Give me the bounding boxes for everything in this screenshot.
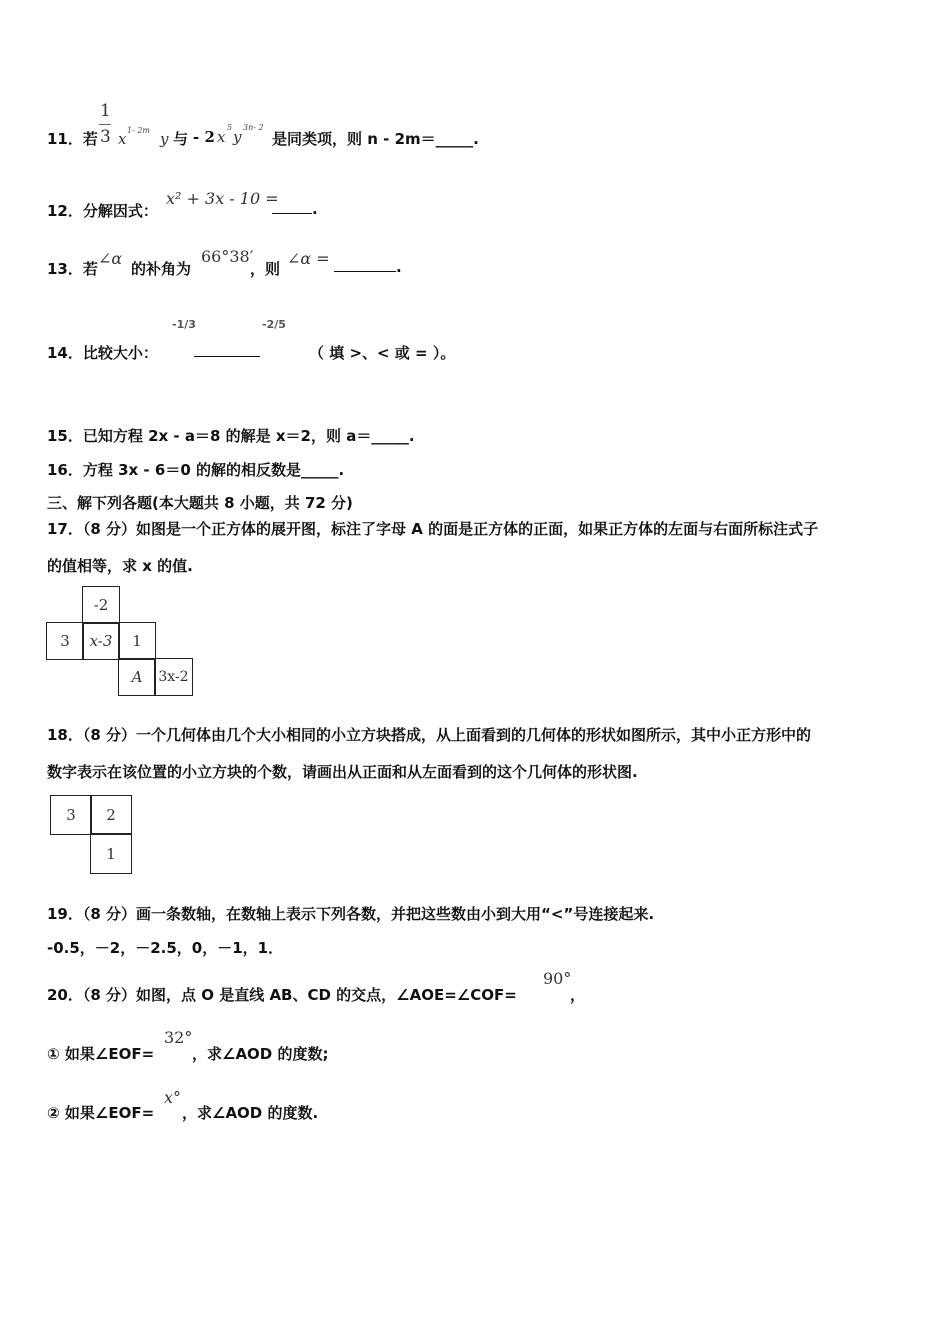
question-20-part-2-tail: ，求∠AOD 的度数. <box>182 1104 319 1122</box>
angle-eof-variable: x° <box>164 1088 182 1107</box>
then-label: ，则 <box>250 260 281 278</box>
angle-alpha: ∠α <box>98 249 123 268</box>
net-cell-front: A <box>118 658 156 696</box>
question-number: 14． <box>47 344 83 362</box>
net-cell-top: -2 <box>82 586 120 624</box>
fraction-neg-two-fifths: -2/5 <box>262 318 286 331</box>
var-x-2: x <box>217 128 226 146</box>
angle-eof-value: 32° <box>164 1028 193 1047</box>
answer-blank <box>272 200 318 218</box>
question-number: 12． <box>47 202 83 220</box>
top-view-cell-2: 2 <box>90 795 132 835</box>
net-cell-center: x-3 <box>82 622 120 660</box>
compare-label: 比较大小： <box>82 344 158 362</box>
question-13 <box>47 258 98 279</box>
and-label: 与 <box>173 130 189 148</box>
var-x: x <box>118 130 127 148</box>
net-cell-right: 1 <box>118 622 156 660</box>
angle-alpha-eq: ∠α = <box>287 249 330 268</box>
period: . <box>396 258 402 276</box>
supplement-label: 的补角为 <box>131 260 192 278</box>
question-17-line-2: 的值相等，求 x 的值. <box>47 557 193 575</box>
if-label: 若 <box>82 130 98 148</box>
net-cell-left: 3 <box>46 622 84 660</box>
question-15: 15．已知方程 2x - a＝8 的解是 x＝2，则 a＝_____. <box>47 427 415 445</box>
question-18-line-1: 18．（8 分）一个几何体由几个大小相同的小立方块搭成，从上面看到的几何体的形状如图所示，其中小正方形中的 <box>47 726 812 744</box>
question-20-line-1: 20．（8 分）如图，点 O 是直线 AB、CD 的交点，∠AOE=∠COF= <box>47 986 517 1004</box>
fraction-denominator: 3 <box>100 127 111 147</box>
fraction-neg-one-third: -1/3 <box>172 318 196 331</box>
angle-degree: 66°38′ <box>201 247 254 266</box>
question-19-line-1: 19．（8 分）画一条数轴，在数轴上表示下列各数，并把这些数由小到大用“<”号连接起来. <box>47 905 655 923</box>
if-label: 若 <box>82 260 98 278</box>
exponent-3: 3n- 2 <box>243 123 264 132</box>
answer-blank <box>194 356 260 357</box>
var-y-2: y <box>233 128 242 146</box>
question-18-line-2: 数字表示在该位置的小立方块的个数，请画出从正面和从左面看到的这个几何体的形状图. <box>47 763 638 781</box>
question-number: 11． <box>47 130 83 148</box>
question-20-part-2: ② 如果∠EOF= <box>47 1104 155 1122</box>
exponent: 1- 2m <box>127 126 151 135</box>
comma: ， <box>570 986 586 1004</box>
question-12 <box>47 200 158 221</box>
section-title: 三、解下列各题(本大题共 8 小题，共 72 分) <box>47 494 353 512</box>
question-20-part-1: ① 如果∠EOF= <box>47 1045 155 1063</box>
fill-hint: （ 填 >、< 或 = ）。 <box>309 344 456 362</box>
question-19-numbers: -0.5，－2，－2.5，0，－1，1． <box>47 939 284 957</box>
right-angle-value: 90° <box>543 969 572 988</box>
question-16: 16．方程 3x - 6＝0 的解的相反数是_____. <box>47 461 345 479</box>
exponent-2: 5 <box>227 123 233 132</box>
answer-blank <box>334 258 402 276</box>
var-y: y <box>160 130 169 148</box>
top-view-cell-3: 1 <box>90 833 132 874</box>
question-11-tail: 是同类项，则 n - 2m＝_____. <box>272 130 479 148</box>
top-view-cell-1: 3 <box>50 795 92 835</box>
fraction-numerator: 1 <box>100 101 111 121</box>
coefficient: - 2 <box>193 128 215 146</box>
question-11 <box>47 128 98 149</box>
question-14 <box>47 342 158 363</box>
period: . <box>312 200 318 218</box>
factor-expression: x² + 3x - 10 = <box>166 189 279 208</box>
question-17-line-1: 17．（8 分）如图是一个正方体的展开图，标注了字母 A 的面是正方体的正面，如果正方体的左面与右面所标注式子 <box>47 520 819 538</box>
fraction-bar <box>99 124 111 125</box>
question-20-part-1-tail: ，求∠AOD 的度数; <box>192 1045 329 1063</box>
question-number: 13． <box>47 260 83 278</box>
net-cell-far-right: 3x-2 <box>154 658 193 696</box>
factor-label: 分解因式： <box>82 202 158 220</box>
